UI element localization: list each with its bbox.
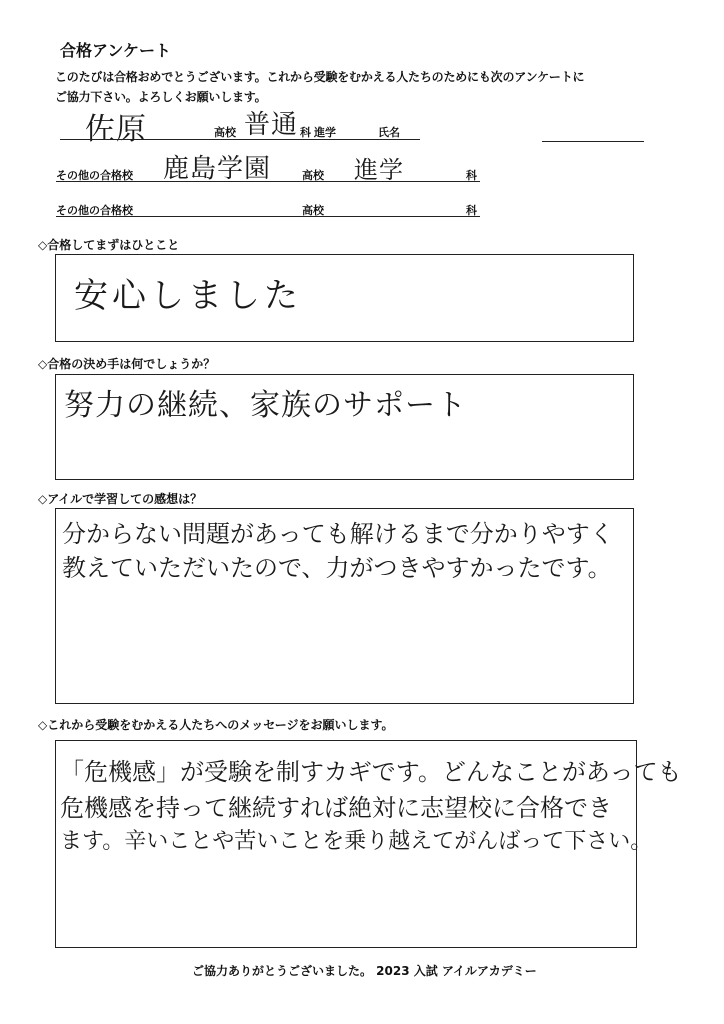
handwritten-answer-line: 安心しました (74, 276, 302, 316)
school-label: 高校 (302, 169, 324, 182)
question-label: ◇これから受験をむかえる人たちへのメッセージをお願いします。 (38, 718, 394, 732)
intro-line-2: ご協力下さい。よろしくお願いします。 (55, 90, 267, 104)
question-label: ◇合格の決め手は何でしょうか？ (38, 357, 216, 371)
handwritten-answer-line: 分からない問題があっても解けるまで分かりやすく (62, 520, 614, 548)
underline-row-1 (60, 139, 420, 140)
underline-name (542, 141, 644, 142)
handwritten-answer-line: 努力の継続、家族のサポート (64, 388, 467, 423)
handwritten-other-course: 進学 (354, 156, 404, 184)
other-school-label: その他の合格校 (56, 204, 133, 217)
name-label: 氏名 (378, 126, 400, 139)
underline-row-3 (56, 216, 480, 217)
school-label: 高校 (214, 126, 236, 139)
form-title: 合格アンケート (60, 41, 172, 60)
handwritten-answer-line: 「危機感」が受験を制すカギです。どんなことがあっても (60, 758, 682, 786)
question-label: ◇合格してまずはひとこと (38, 238, 180, 252)
course-label: 科 (466, 169, 477, 182)
course-label: 科 (300, 126, 311, 139)
underline-row-2 (56, 181, 480, 182)
course-label: 科 (466, 204, 477, 217)
question-label: ◇アイルで学習しての感想は？ (38, 492, 203, 506)
handwritten-other-school: 鹿島学園 (163, 154, 272, 184)
handwritten-school-name: 佐原 (85, 112, 147, 147)
school-label: 高校 (302, 204, 324, 217)
other-school-label: その他の合格校 (56, 169, 133, 182)
intro-line-1: このたびは合格おめでとうございます。これから受験をむかえる人たちのためにも次のアンケートに (55, 70, 585, 84)
handwritten-answer-line: ます。辛いことや苦いことを乗り越えてがんばって下さい。 (60, 829, 653, 854)
handwritten-course-name: 普通 (244, 110, 299, 140)
handwritten-answer-line: 危機感を持って継続すれば絶対に志望校に合格でき (60, 794, 612, 822)
course-type-text: 進学 (314, 126, 336, 139)
handwritten-answer-line: 教えていただいたので、力がつきやすかったです。 (62, 554, 612, 582)
footer-text: ご協力ありがとうございました。 2023 入試 アイルアカデミー (192, 964, 537, 978)
